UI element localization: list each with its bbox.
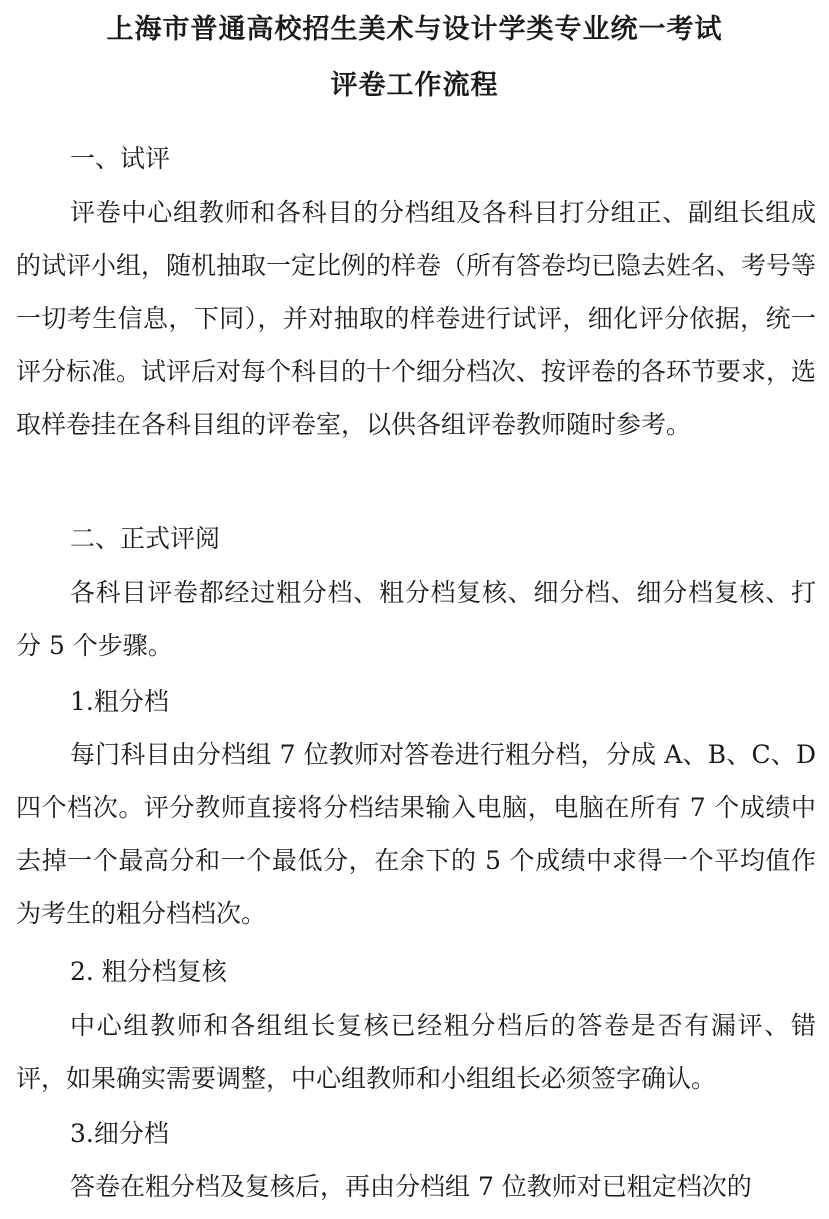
step3-body: 答卷在粗分档及复核后，再由分档组 7 位教师对已粗定档次的 xyxy=(70,1172,752,1201)
step2-body: 中心组教师和各组组长复核已经粗分档后的答卷是否有漏评、错评，如果确实需要调整，中心组教师和小组组长必须签字确认。 xyxy=(16,1011,816,1093)
step3-heading: 3.细分档 xyxy=(70,1119,169,1148)
step1-body: 每门科目由分档组 7 位教师对答卷进行粗分档，分成 A、B、C、D 四个档次。评分教师直接将分档结果输入电脑，电脑在所有 7 个成绩中去掉一个最高分和一个最低分，在余下的 5 个成绩中求得一个平均值作为考生的粗分档档次。 xyxy=(16,740,816,928)
section2-intro: 各科目评卷都经过粗分档、粗分档复核、细分档、细分档复核、打分 5 个步骤。 xyxy=(16,578,816,660)
step2-heading: 2. 粗分档复核 xyxy=(70,957,227,986)
document-title-line2: 评卷工作流程 xyxy=(330,70,499,101)
section2-heading: 二、正式评阅 xyxy=(70,524,221,553)
section1-heading: 一、试评 xyxy=(70,144,171,173)
document-title-line1: 上海市普通高校招生美术与设计学类专业统一考试 xyxy=(106,14,723,45)
section1-body: 评卷中心组教师和各科目的分档组及各科目打分组正、副组长组成的试评小组，随机抽取一定比例的样卷（所有答卷均已隐去姓名、考号等一切考生信息，下同），并对抽取的样卷进行试评，细化评分依据，统一评分标准。试评后对每个科目的十个细分档次、按评卷的各环节要求，选取样卷挂在各科目组的评卷室，以供各组评卷教师随时参考。 xyxy=(16,198,817,439)
step1-heading: 1.粗分档 xyxy=(70,687,169,716)
